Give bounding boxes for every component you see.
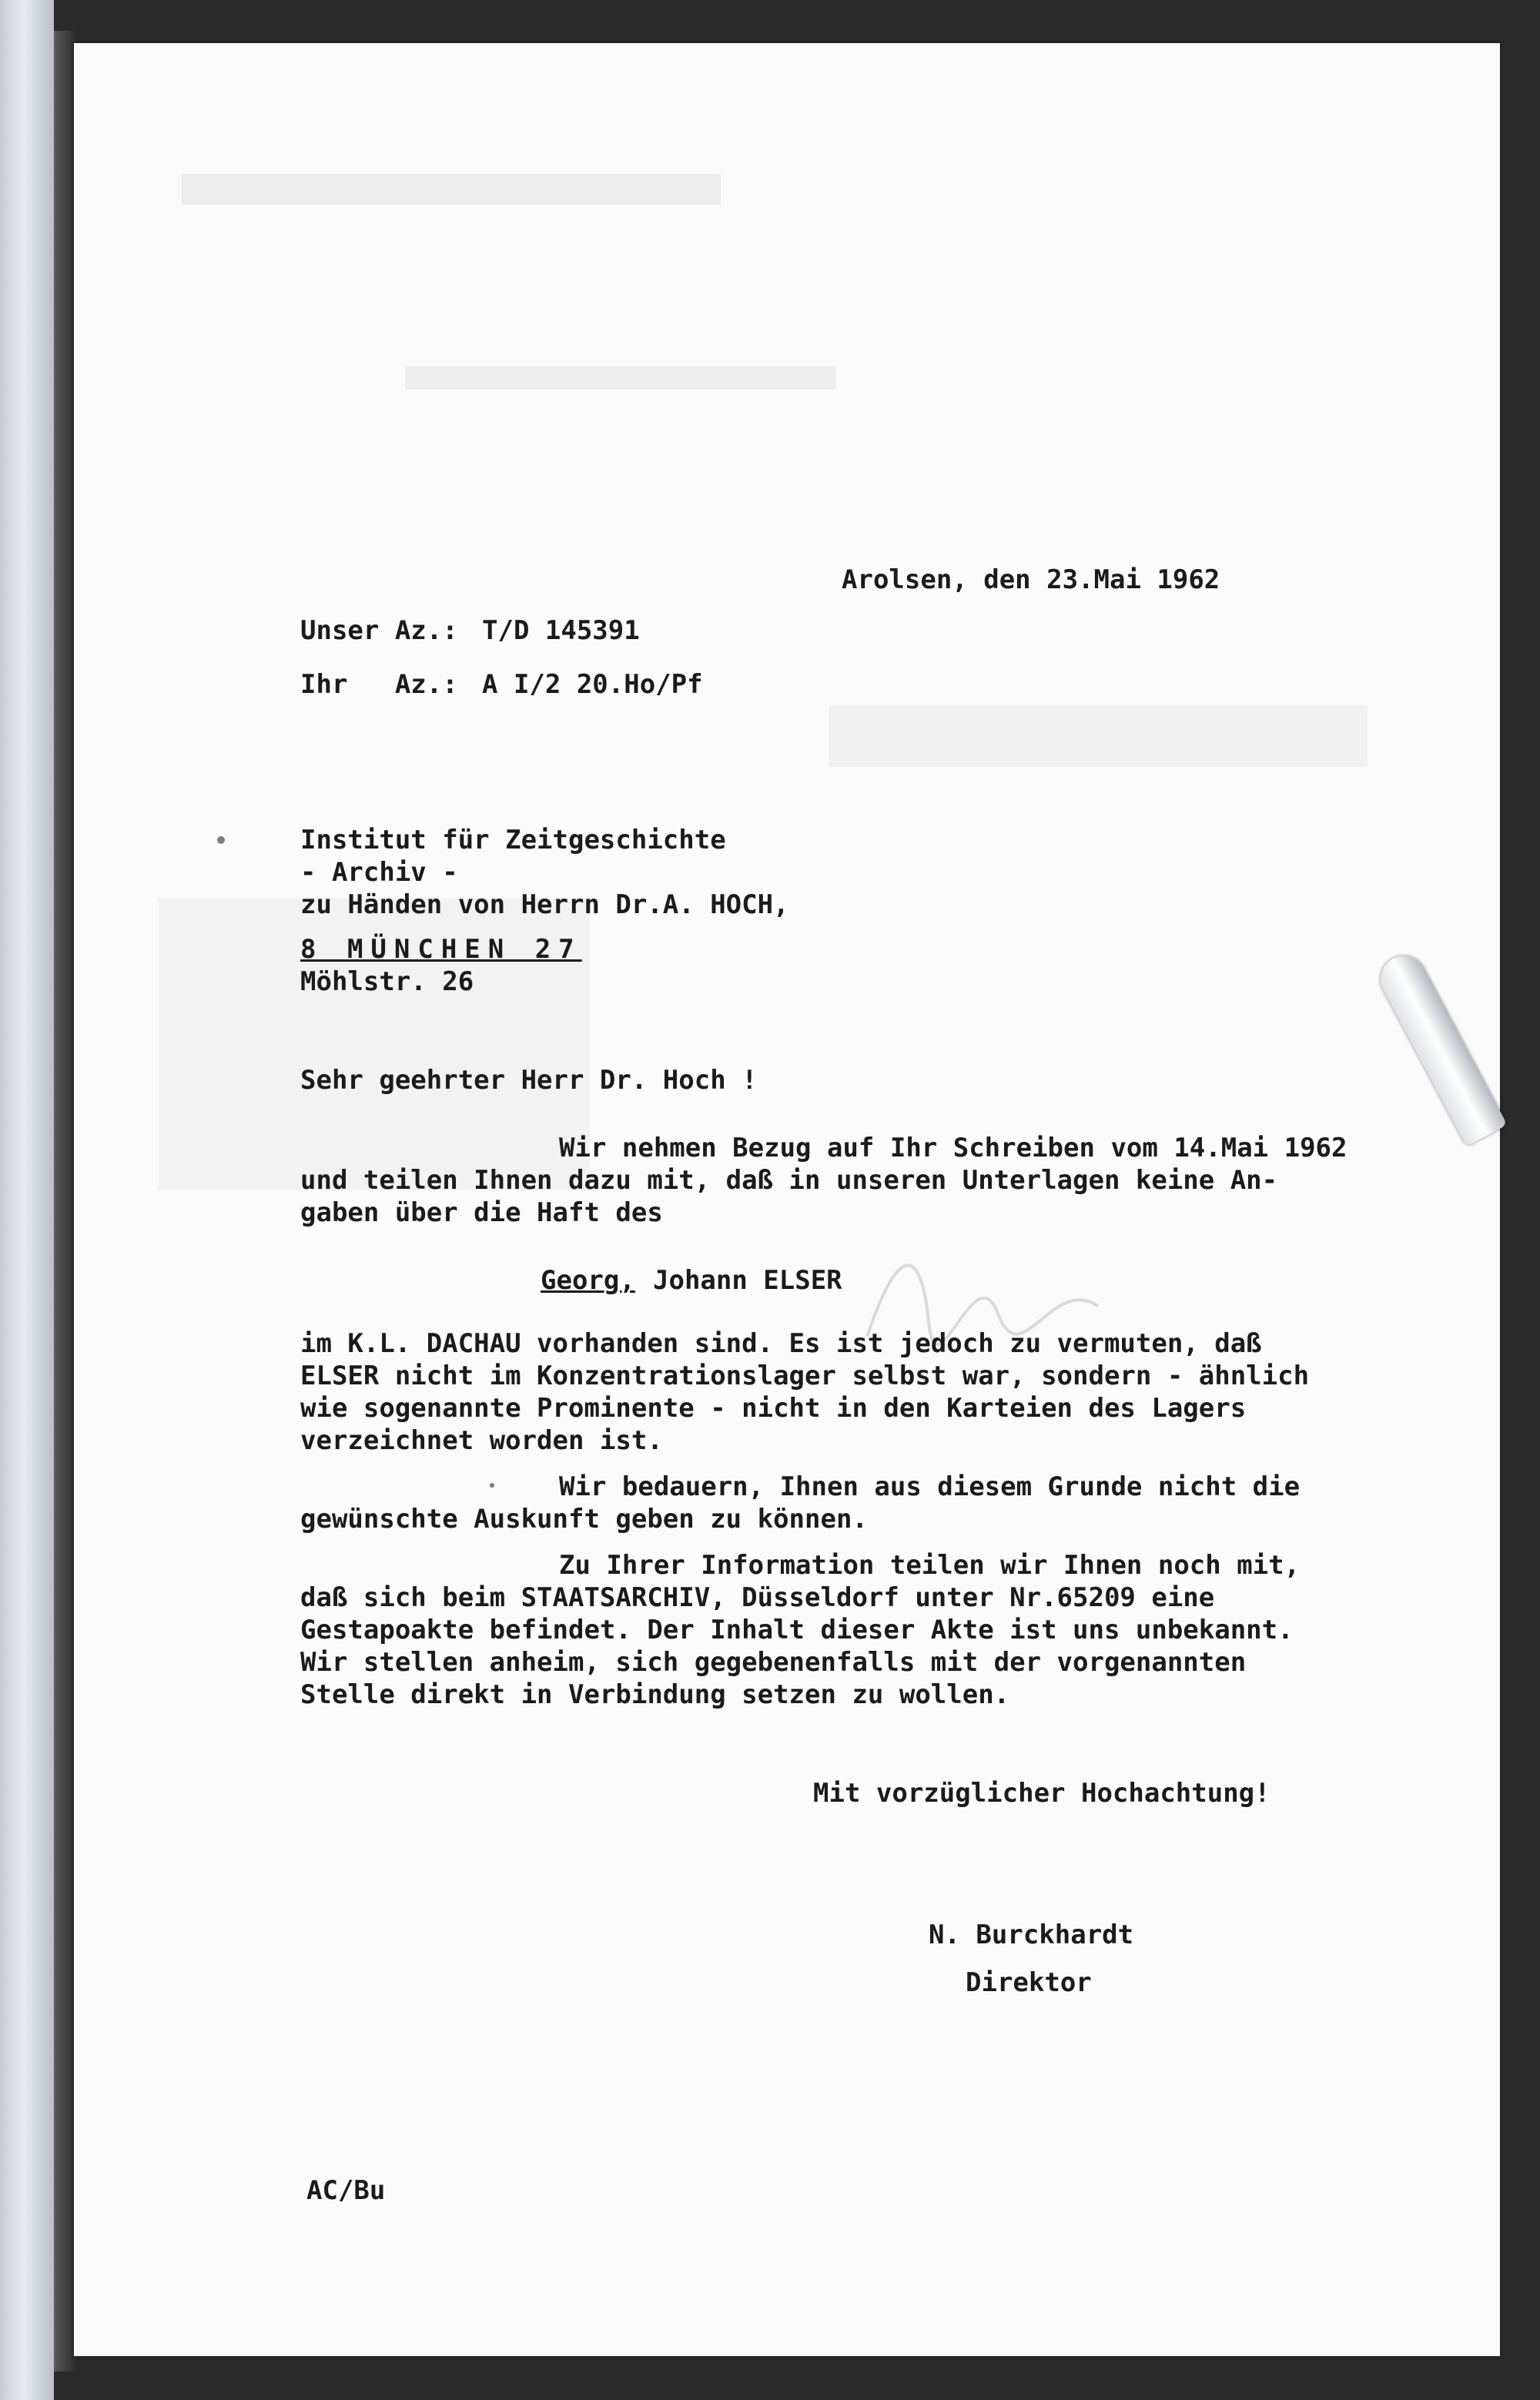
footer-initials: AC/Bu bbox=[306, 2175, 386, 2206]
your-reference-value: A I/2 20.Ho/Pf bbox=[482, 669, 703, 700]
paragraph-1-line-3: gaben über die Haft des bbox=[300, 1197, 663, 1228]
show-through-block bbox=[405, 367, 836, 390]
person-first-name: Georg, bbox=[541, 1265, 635, 1296]
recipient-line-1: Institut für Zeitgeschichte bbox=[300, 825, 726, 855]
punch-dot bbox=[217, 836, 225, 844]
recipient-street: Möhlstr. 26 bbox=[300, 966, 474, 997]
paragraph-1-line-2: und teilen Ihnen dazu mit, daß in unseren Unterlagen keine An- bbox=[300, 1165, 1278, 1196]
salutation: Sehr geehrter Herr Dr. Hoch ! bbox=[300, 1065, 758, 1096]
recipient-line-3: zu Händen von Herrn Dr.A. HOCH, bbox=[300, 889, 789, 920]
signatory-title: Direktor bbox=[966, 1967, 1092, 1998]
paragraph-2-line-2: ELSER nicht im Konzentrationslager selbst war, sondern - ähnlich bbox=[300, 1361, 1310, 1391]
recipient-line-2: - Archiv - bbox=[300, 857, 458, 888]
closing: Mit vorzüglicher Hochachtung! bbox=[813, 1778, 1270, 1809]
show-through-block bbox=[829, 705, 1368, 767]
our-reference-value: T/D 145391 bbox=[482, 615, 640, 646]
paragraph-2-line-4: verzeichnet worden ist. bbox=[300, 1425, 663, 1456]
recipient-city: 8 MÜNCHEN 27 bbox=[300, 934, 582, 965]
paragraph-4-line-5: Stelle direkt in Verbindung setzen zu wollen. bbox=[300, 1679, 1010, 1710]
paragraph-4-line-4: Wir stellen anheim, sich gegebenenfalls mit der vorgenannten bbox=[300, 1647, 1247, 1678]
person-full-name: Johann ELSER bbox=[653, 1265, 842, 1296]
paragraph-2-line-3: wie sogenannte Prominente - nicht in den Karteien des Lagers bbox=[300, 1393, 1247, 1424]
show-through-block bbox=[182, 174, 721, 205]
paragraph-3-line-2: gewünschte Auskunft geben zu können. bbox=[300, 1504, 868, 1535]
punch-dot bbox=[490, 1483, 494, 1488]
paragraph-4-line-3: Gestapoakte befindet. Der Inhalt dieser Akte ist uns unbekannt. bbox=[300, 1615, 1294, 1645]
paragraph-1-line-1: Wir nehmen Bezug auf Ihr Schreiben vom 14.Mai 1962 bbox=[559, 1133, 1348, 1163]
place-date: Arolsen, den 23.Mai 1962 bbox=[842, 564, 1220, 595]
paragraph-3-line-1: Wir bedauern, Ihnen aus diesem Grunde nicht die bbox=[559, 1471, 1301, 1502]
our-reference-label: Unser Az.: bbox=[300, 615, 458, 646]
paragraph-4-line-1: Zu Ihrer Information teilen wir Ihnen noch mit, bbox=[559, 1550, 1301, 1581]
signatory-name: N. Burckhardt bbox=[929, 1920, 1134, 1950]
your-reference-label: Ihr Az.: bbox=[300, 669, 458, 700]
binder-edge bbox=[0, 0, 54, 2400]
paragraph-4-line-2: daß sich beim STAATSARCHIV, Düsseldorf unter Nr.65209 eine bbox=[300, 1582, 1215, 1613]
paragraph-2-line-1: im K.L. DACHAU vorhanden sind. Es ist jedoch zu vermuten, daß bbox=[300, 1328, 1262, 1359]
letter-page bbox=[74, 43, 1500, 2356]
